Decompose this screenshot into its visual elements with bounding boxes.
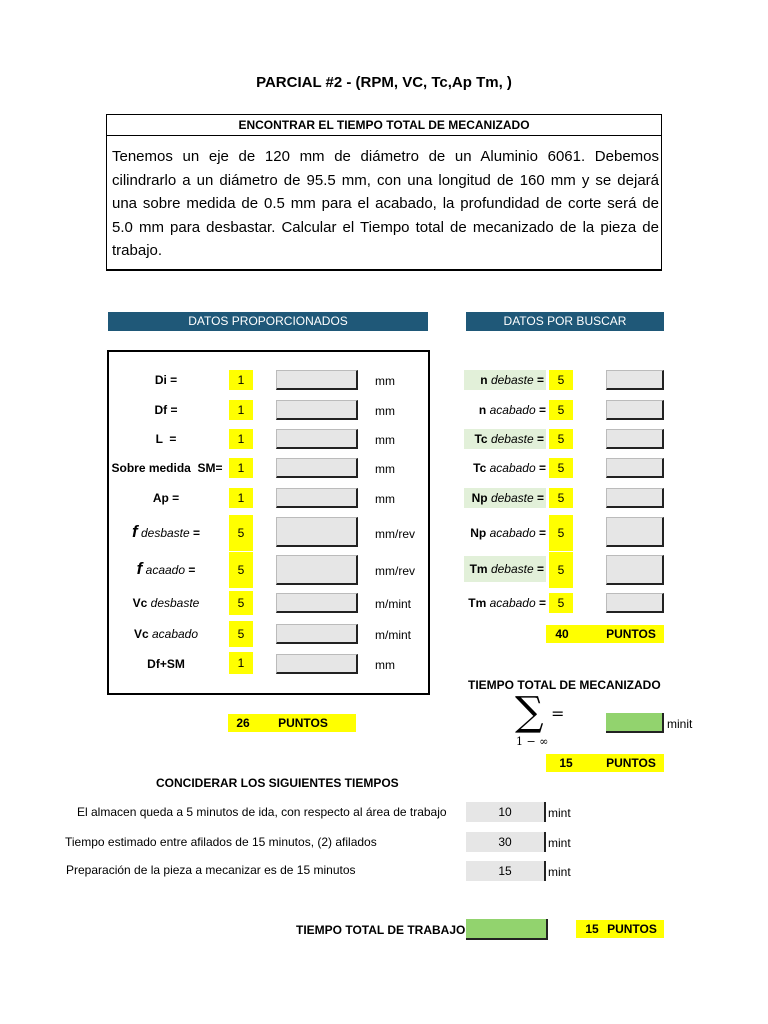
machining-total-points: 15 PUNTOS [546,754,664,772]
ap-input[interactable] [276,488,358,508]
given-label-f-acabado: f acaado = [136,559,196,578]
given-total-points: 26 PUNTOS [228,714,356,732]
problem-box [106,114,662,271]
given-unit-df-sm: mm [375,658,395,672]
np-acabado-input[interactable] [606,517,664,547]
given-label-vc-desbaste: Vc desbaste [132,596,200,610]
given-points-f-desbaste: 5 [229,515,253,551]
df-sm-input[interactable] [276,654,358,674]
given-label-df: Df = [154,403,178,417]
times-title: CONCIDERAR LOS SIGUIENTES TIEMPOS [156,776,399,790]
sum-range: 1 − ∞ [516,735,549,748]
time-value-preparation: 15 [466,861,546,881]
f-acabado-input[interactable] [276,555,358,585]
given-unit-f-acabado: mm/rev [375,564,415,578]
search-points-n-acabado: 5 [549,400,573,420]
given-label-di: Di = [154,373,178,387]
f-desbaste-input[interactable] [276,517,358,547]
given-unit-l: mm [375,433,395,447]
time-unit-storage: mint [548,806,571,820]
search-points-tc-desbaste: 5 [549,429,573,449]
search-points-tc-acabado: 5 [549,458,573,478]
given-label-vc-acabado: Vc acabado [133,627,199,641]
di-input[interactable] [276,370,358,390]
search-points-np-acabado: 5 [549,515,573,551]
sum-symbol: ∑ [515,689,544,735]
given-points-vc-acabado: 5 [229,621,253,647]
search-label-np-desbaste: Np debaste = [464,488,546,508]
sm-input[interactable] [276,458,358,478]
given-unit-sm: mm [375,462,395,476]
search-points-tm-acabado: 5 [549,593,573,613]
time-text-sharpening: Tiempo estimado entre afilados de 15 minutos, (2) afilados [65,835,377,849]
search-points-np-desbaste: 5 [549,488,573,508]
given-label-df-sm: Df+SM [147,657,185,671]
tc-acabado-input[interactable] [606,458,664,478]
search-label-tc-desbaste: Tc debaste = [464,429,546,449]
df-input[interactable] [276,400,358,420]
search-points-tm-desbaste: 5 [549,552,573,588]
given-points-ap: 1 [229,488,253,508]
vc-desbaste-input[interactable] [276,593,358,613]
time-unit-sharpening: mint [548,836,571,850]
given-points-vc-desbaste: 5 [229,591,253,615]
problem-header: ENCONTRAR EL TIEMPO TOTAL DE MECANIZADO [107,115,661,136]
search-total-points: 40 PUNTOS [546,625,664,643]
problem-text: Tenemos un eje de 120 mm de diámetro de un Aluminio 6061. Debemos cilindrarlo a un diámetro de 95.5 mm, con una longitud de 160 mm y se dejará una sobre medida de 0.5 mm para el acabado, la profundidad de corte será de 5.0 mm para desbastar. Calcular el Tiempo total de mecanizado de la pieza de trabajo. [112,148,659,259]
given-label-sm: Sobre medida SM= [111,461,223,475]
given-points-df: 1 [229,400,253,420]
given-unit-f-desbaste: mm/rev [375,527,415,541]
given-data-header: DATOS PROPORCIONADOS [108,312,428,331]
given-unit-vc-acabado: m/mint [375,628,411,642]
search-label-tm-desbaste: Tm debaste = [464,556,546,582]
time-value-sharpening: 30 [466,832,546,852]
tm-desbaste-input[interactable] [606,555,664,585]
page-title: PARCIAL #2 - (RPM, VC, Tc,Ap Tm, ) [256,74,512,91]
time-value-storage: 10 [466,802,546,822]
vc-acabado-input[interactable] [276,624,358,644]
given-label-f-desbaste: f desbaste = [131,522,201,541]
time-unit-preparation: mint [548,865,571,879]
tc-desbaste-input[interactable] [606,429,664,449]
work-total-points: 15 PUNTOS [576,920,664,938]
np-desbaste-input[interactable] [606,488,664,508]
search-label-n-acabado: n acabado = [478,403,546,417]
given-points-l: 1 [229,429,253,449]
given-unit-ap: mm [375,492,395,506]
machining-total-title: TIEMPO TOTAL DE MECANIZADO [468,678,661,692]
given-label-ap: Ap = [152,491,180,505]
machining-total-unit: minit [667,717,693,731]
machining-total-field[interactable] [606,713,664,733]
time-text-preparation: Preparación de la pieza a mecanizar es de 15 minutos [66,863,356,877]
given-points-di: 1 [229,370,253,390]
given-unit-di: mm [375,374,395,388]
work-total-field[interactable] [466,919,548,940]
given-points-df-sm: 1 [229,652,253,674]
given-points-f-acabado: 5 [229,552,253,588]
given-points-sm: 1 [229,458,253,478]
search-label-np-acabado: Np acabado = [470,526,546,540]
n-desbaste-input[interactable] [606,370,664,390]
search-label-tc-acabado: Tc acabado = [473,461,546,475]
given-unit-df: mm [375,404,395,418]
l-input[interactable] [276,429,358,449]
time-text-storage: El almacen queda a 5 minutos de ida, con respecto al área de trabajo [77,805,447,819]
n-acabado-input[interactable] [606,400,664,420]
work-total-label: TIEMPO TOTAL DE TRABAJO [296,923,466,937]
search-points-n-desbaste: 5 [549,370,573,390]
sum-equals: = [551,704,565,723]
given-unit-vc-desbaste: m/mint [375,597,411,611]
given-label-l: L = [155,432,177,446]
search-data-header: DATOS POR BUSCAR [466,312,664,331]
tm-acabado-input[interactable] [606,593,664,613]
search-label-n-desbaste: n debaste = [464,370,546,390]
search-label-tm-acabado: Tm acabado = [468,596,546,610]
